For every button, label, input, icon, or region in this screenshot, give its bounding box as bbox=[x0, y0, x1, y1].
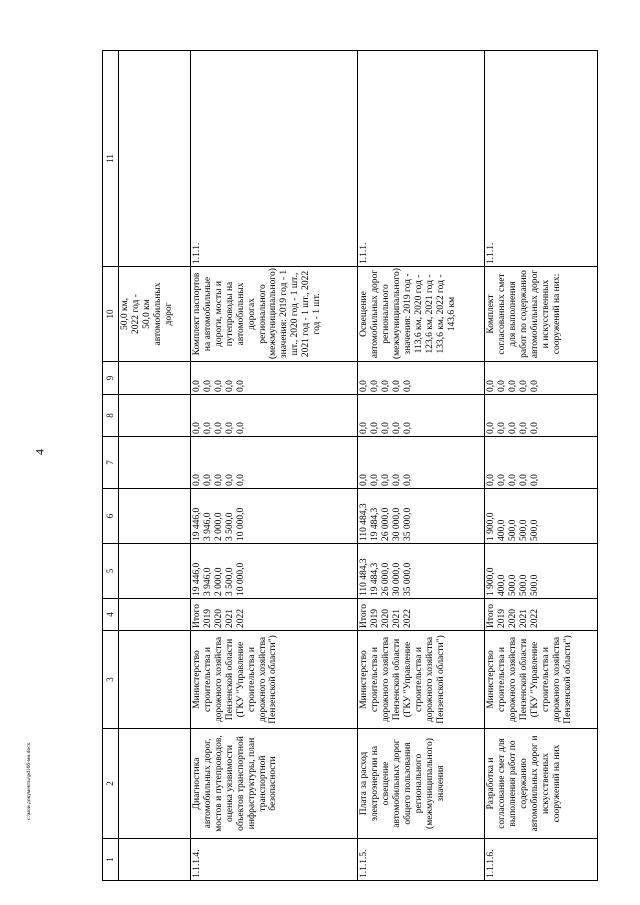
column-number-2: 2 bbox=[103, 729, 119, 839]
other-sources-value: 0,0 bbox=[392, 380, 403, 392]
column-number-8: 8 bbox=[103, 395, 119, 437]
column-number-9: 9 bbox=[103, 362, 119, 395]
total-funding-value: 30 000,0 bbox=[392, 562, 403, 596]
federal-budget bbox=[358, 437, 485, 489]
local-budget-value: 0,0 bbox=[381, 422, 392, 434]
regional-budget-value: 500,0 bbox=[519, 519, 530, 541]
total-funding-value: 3 500,0 bbox=[224, 567, 235, 596]
continuation-empty-cell bbox=[119, 544, 191, 599]
other-sources-value: 0,0 bbox=[213, 380, 224, 392]
activity-executor: Министерство строительства и дорожного хозяйства Пензенской области (ГКУ "Управление строительства и дорожного хозяйства Пензенской области") bbox=[485, 631, 598, 729]
local-budget-value: 0,0 bbox=[202, 422, 213, 434]
period-list-value: 2022 bbox=[235, 609, 246, 628]
total-funding-value: 500,0 bbox=[508, 574, 519, 596]
federal-budget-value: 0,0 bbox=[191, 474, 202, 486]
other-sources-value: 0,0 bbox=[497, 380, 508, 392]
regional-budget-value: 1 900,0 bbox=[486, 512, 497, 541]
total-funding bbox=[485, 544, 598, 599]
federal-budget-value: 0,0 bbox=[235, 474, 246, 486]
regional-budget bbox=[485, 489, 598, 544]
activity-row bbox=[190, 51, 358, 881]
regional-budget-value: 35 000,0 bbox=[403, 507, 414, 541]
federal-budget bbox=[485, 437, 598, 489]
local-budget-value: 0,0 bbox=[392, 422, 403, 434]
local-budget-value: 0,0 bbox=[508, 422, 519, 434]
regional-budget-value: 3 500,0 bbox=[224, 512, 235, 541]
period-list-value: 2022 bbox=[530, 609, 541, 628]
total-funding-value: 26 000,0 bbox=[381, 562, 392, 596]
other-sources-value: 0,0 bbox=[191, 380, 202, 392]
regional-budget-value: 2 000,0 bbox=[213, 512, 224, 541]
federal-budget-value: 0,0 bbox=[403, 474, 414, 486]
local-budget-value: 0,0 bbox=[191, 422, 202, 434]
activity-row bbox=[485, 51, 598, 881]
other-sources-value: 0,0 bbox=[235, 380, 246, 392]
column-number-7: 7 bbox=[103, 437, 119, 489]
period-list-value: 2021 bbox=[224, 609, 235, 628]
other-sources bbox=[358, 362, 485, 395]
regional-budget bbox=[190, 489, 358, 544]
activity-code: 1.1.1.6. bbox=[485, 839, 598, 881]
regional-budget-value: 110 484,3 bbox=[359, 503, 370, 541]
total-funding-value: 3 946,0 bbox=[202, 567, 213, 596]
activity-executor: Министерство строительства и дорожного хозяйства Пензенской области (ГКУ "Управление строительства и дорожного хозяйства Пензенской области") bbox=[358, 631, 485, 729]
other-sources-value: 0,0 bbox=[359, 380, 370, 392]
other-sources-value: 0,0 bbox=[508, 380, 519, 392]
continuation-empty-cell bbox=[119, 839, 191, 881]
column-number-row bbox=[103, 51, 119, 881]
federal-budget-value: 0,0 bbox=[519, 474, 530, 486]
period-list-value: 2019 bbox=[370, 609, 381, 628]
column-number-4: 4 bbox=[103, 599, 119, 631]
federal-budget-value: 0,0 bbox=[213, 474, 224, 486]
other-sources-value: 0,0 bbox=[530, 380, 541, 392]
other-sources-value: 0,0 bbox=[224, 380, 235, 392]
local-budget-value: 0,0 bbox=[519, 422, 530, 434]
activity-code: 1.1.1.5. bbox=[358, 839, 485, 881]
total-funding-value: 35 000,0 bbox=[403, 562, 414, 596]
other-sources-value: 0,0 bbox=[519, 380, 530, 392]
local-budget-value: 0,0 bbox=[235, 422, 246, 434]
period-list-value: 2020 bbox=[508, 609, 519, 628]
activity-name: Диагностика автомобильных дорог, мостов и путепроводов, оценка уязвимости объектов транспортной инфраструктуры, план транспортной безопасности bbox=[190, 729, 358, 839]
continuation-empty-cell bbox=[119, 729, 191, 839]
program-activities-table bbox=[102, 50, 598, 881]
period-list-value: 2019 bbox=[202, 609, 213, 628]
federal-budget-value: 0,0 bbox=[530, 474, 541, 486]
local-budget-value: 0,0 bbox=[403, 422, 414, 434]
continuation-empty-cell bbox=[119, 395, 191, 437]
continuation-indicator: 50,0 км, 2022 год - 50,0 км автомобильных дорог bbox=[119, 267, 191, 362]
federal-budget-value: 0,0 bbox=[381, 474, 392, 486]
federal-budget-value: 0,0 bbox=[202, 474, 213, 486]
regional-budget-value: 26 000,0 bbox=[381, 507, 392, 541]
continuation-empty-cell bbox=[119, 599, 191, 631]
total-funding-value: 19 484,3 bbox=[370, 562, 381, 596]
federal-budget-value: 0,0 bbox=[359, 474, 370, 486]
regional-budget-value: 19 484,3 bbox=[370, 507, 381, 541]
period-list bbox=[485, 599, 598, 631]
activity-name: Разработка и согласование смет для выполнения работ по содержанию автомобильных дорог и искусственных сооружений на них bbox=[485, 729, 598, 839]
local-budget-value: 0,0 bbox=[370, 422, 381, 434]
task-reference: 1.1.1. bbox=[190, 51, 358, 267]
activity-indicator: Освещение автомобильных дорог регионального (межмуниципального) значения: 2019 год - 113,6 км, 2020 год - 123,6 км, 2021 год - 133,6 км, 2022 год - 143,6 км bbox=[358, 267, 485, 362]
total-funding-value: 500,0 bbox=[530, 574, 541, 596]
period-list-value: 2019 bbox=[497, 609, 508, 628]
period-list bbox=[358, 599, 485, 631]
activity-code: 1.1.1.4. bbox=[190, 839, 358, 881]
other-sources-value: 0,0 bbox=[403, 380, 414, 392]
column-number-11: 11 bbox=[103, 51, 119, 267]
federal-budget-value: 0,0 bbox=[392, 474, 403, 486]
column-number-1: 1 bbox=[103, 839, 119, 881]
federal-budget-value: 0,0 bbox=[497, 474, 508, 486]
total-funding-value: 400,0 bbox=[497, 574, 508, 596]
period-list-value: Итого bbox=[191, 603, 202, 628]
local-budget-value: 0,0 bbox=[486, 422, 497, 434]
total-funding-value: 500,0 bbox=[519, 574, 530, 596]
column-number-5: 5 bbox=[103, 544, 119, 599]
other-sources-value: 0,0 bbox=[381, 380, 392, 392]
task-reference: 1.1.1. bbox=[485, 51, 598, 267]
local-budget-value: 0,0 bbox=[213, 422, 224, 434]
period-list-value: 2020 bbox=[213, 609, 224, 628]
column-number-10: 10 bbox=[103, 267, 119, 362]
period-list-value: 2022 bbox=[403, 609, 414, 628]
period-list bbox=[190, 599, 358, 631]
federal-budget bbox=[190, 437, 358, 489]
period-list-value: 2021 bbox=[392, 609, 403, 628]
federal-budget-value: 0,0 bbox=[370, 474, 381, 486]
regional-budget-value: 10 000,0 bbox=[235, 507, 246, 541]
federal-budget-value: 0,0 bbox=[486, 474, 497, 486]
regional-budget bbox=[358, 489, 485, 544]
regional-budget-value: 3 946,0 bbox=[202, 512, 213, 541]
local-budget-value: 0,0 bbox=[359, 422, 370, 434]
local-budget-value: 0,0 bbox=[530, 422, 541, 434]
task-reference: 1.1.1. bbox=[358, 51, 485, 267]
continuation-empty-cell bbox=[119, 51, 191, 267]
continuation-empty-cell bbox=[119, 362, 191, 395]
regional-budget-value: 19 446,0 bbox=[191, 507, 202, 541]
total-funding-value: 19 446,0 bbox=[191, 562, 202, 596]
column-number-3: 3 bbox=[103, 631, 119, 729]
local-budget bbox=[190, 395, 358, 437]
period-list-value: 2021 bbox=[519, 609, 530, 628]
period-list-value: 2020 bbox=[381, 609, 392, 628]
regional-budget-value: 400,0 bbox=[497, 519, 508, 541]
local-budget-value: 0,0 bbox=[224, 422, 235, 434]
continuation-empty-cell bbox=[119, 489, 191, 544]
federal-budget-value: 0,0 bbox=[224, 474, 235, 486]
other-sources bbox=[190, 362, 358, 395]
total-funding-value: 2 000,0 bbox=[213, 567, 224, 596]
other-sources bbox=[485, 362, 598, 395]
other-sources-value: 0,0 bbox=[486, 380, 497, 392]
total-funding-value: 1 900,0 bbox=[486, 567, 497, 596]
total-funding-value: 110 484,3 bbox=[359, 558, 370, 596]
activity-executor: Министерство строительства и дорожного хозяйства Пензенской области (ГКУ "Управление строительства и дорожного хозяйства Пензенской области") bbox=[190, 631, 358, 729]
other-sources-value: 0,0 bbox=[202, 380, 213, 392]
continuation-row bbox=[119, 51, 191, 881]
federal-budget-value: 0,0 bbox=[508, 474, 519, 486]
local-budget bbox=[358, 395, 485, 437]
period-list-value: Итого bbox=[486, 603, 497, 628]
activity-indicator: Комплект паспортов на автомобильные дороги, мосты и путепроводы на автомобильных дорогах регионального (межмуниципального) значения: 2019 год - 1 шт., 2020 год - 1 шт., 2021 год - 1 шт., 2022 год - 1 шт. bbox=[190, 267, 358, 362]
activity-name: Плата за расход электроэнергии на освещение автомобильных дорог общего пользования регионального (межмуниципального) значения bbox=[358, 729, 485, 839]
activity-indicator: Комплект согласованных смет для выполнения работ по содержанию автомобильных дорог и искусственных сооружений на них: bbox=[485, 267, 598, 362]
total-funding bbox=[190, 544, 358, 599]
local-budget bbox=[485, 395, 598, 437]
regional-budget-value: 30 000,0 bbox=[392, 507, 403, 541]
rotated-table-container bbox=[102, 51, 598, 881]
period-list-value: Итого bbox=[359, 603, 370, 628]
continuation-empty-cell bbox=[119, 437, 191, 489]
total-funding bbox=[358, 544, 485, 599]
total-funding-value: 10 000,0 bbox=[235, 562, 246, 596]
local-budget-value: 0,0 bbox=[497, 422, 508, 434]
page-number: 4 bbox=[32, 449, 47, 455]
activity-row bbox=[358, 51, 485, 881]
column-number-6: 6 bbox=[103, 489, 119, 544]
other-sources-value: 0,0 bbox=[370, 380, 381, 392]
footer-file-path: c:\мои документы\pd166-ми.docx bbox=[26, 742, 32, 820]
regional-budget-value: 500,0 bbox=[530, 519, 541, 541]
continuation-empty-cell bbox=[119, 631, 191, 729]
regional-budget-value: 500,0 bbox=[508, 519, 519, 541]
